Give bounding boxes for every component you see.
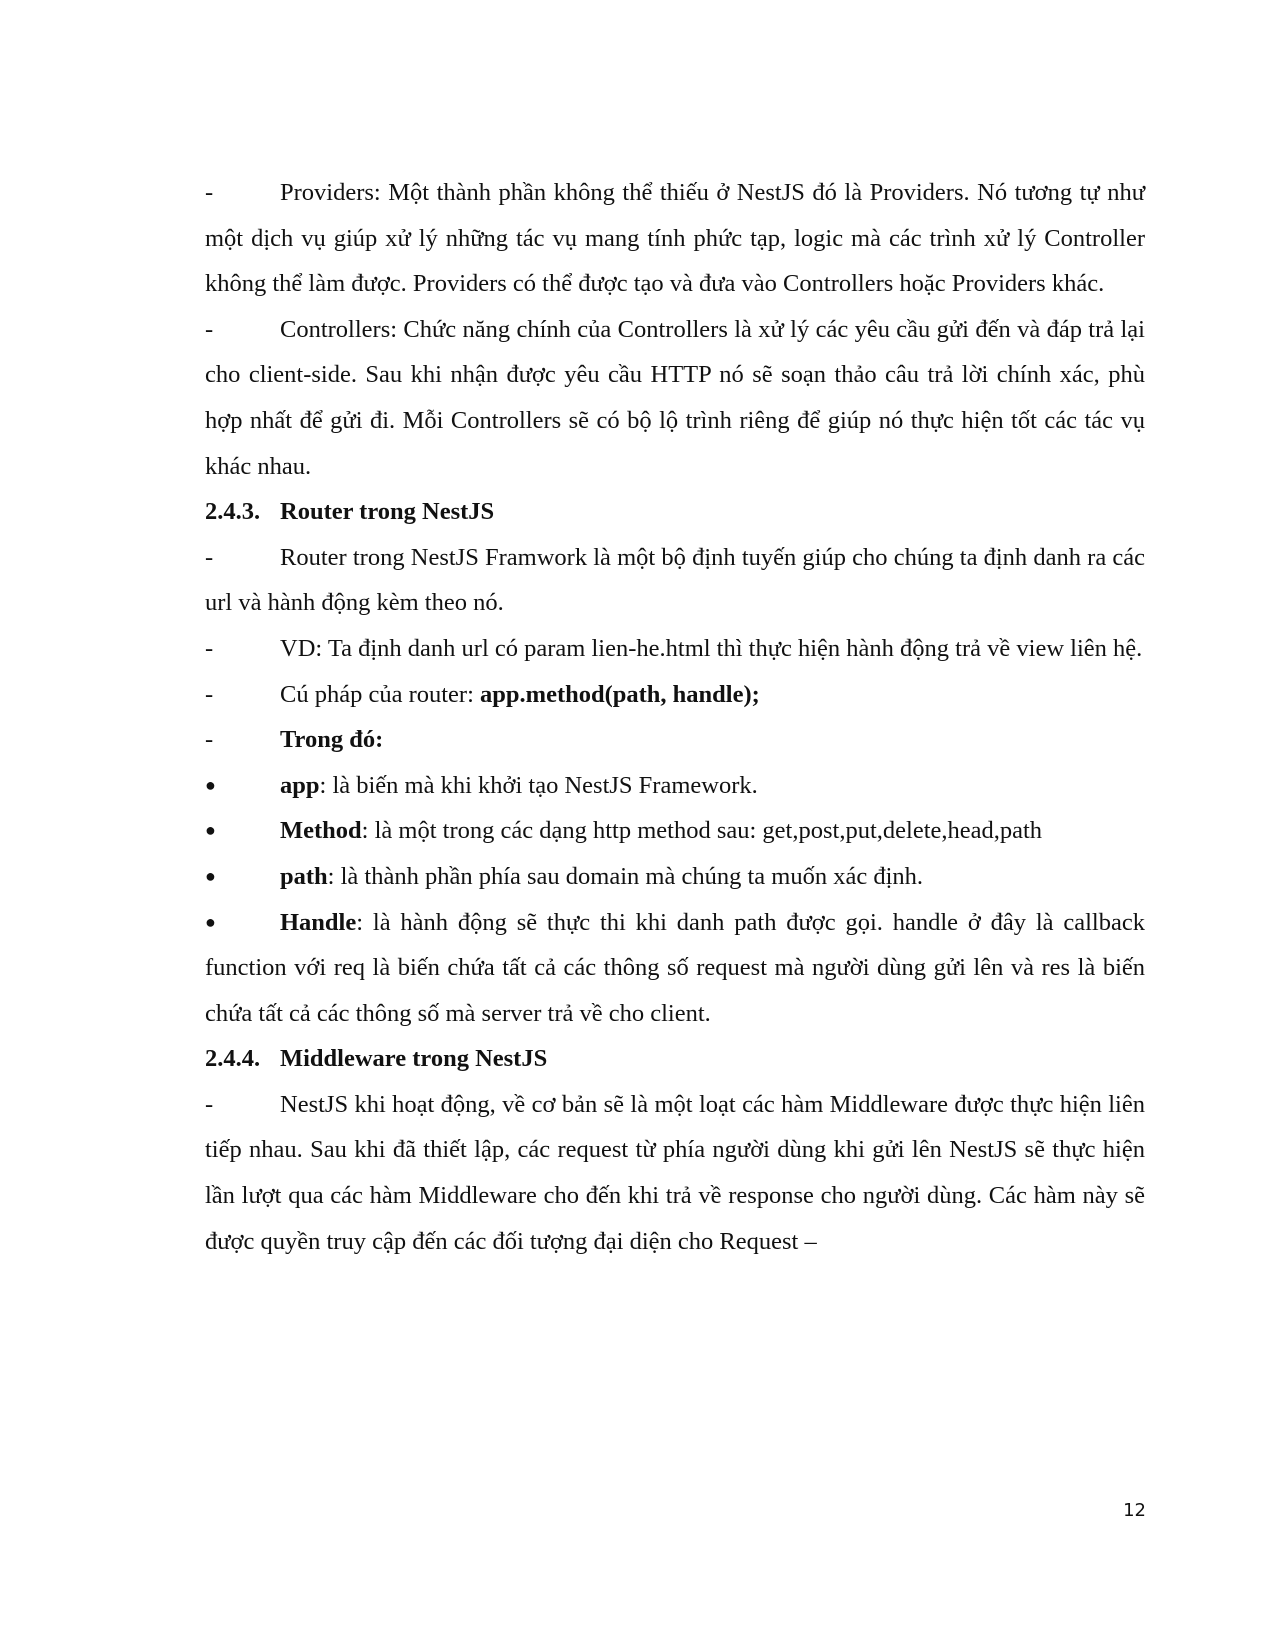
syntax-code: app.method(path, handle); xyxy=(480,680,760,708)
paragraph-text: VD: Ta định danh url có param lien-he.html thì thực hiện hành động trả về view liên hệ. xyxy=(280,634,1143,662)
dash-marker: - xyxy=(205,726,214,754)
bullet-icon: ● xyxy=(205,774,216,795)
dash-marker: - xyxy=(205,634,214,662)
syntax-label: Cú pháp của router: xyxy=(280,680,481,708)
dash-marker: - xyxy=(205,315,214,343)
bullet-term: Handle xyxy=(280,908,357,936)
bullet-text: : là biến mà khi khởi tạo NestJS Framework. xyxy=(319,771,758,799)
bullet-item-app xyxy=(205,763,1145,809)
bullet-item-path xyxy=(205,854,1145,900)
section-number: 2.4.3. xyxy=(205,498,261,526)
bullet-item-method xyxy=(205,808,1145,854)
dash-marker: - xyxy=(205,179,214,206)
dash-marker: - xyxy=(205,543,214,571)
dash-marker: - xyxy=(205,680,214,708)
page-content xyxy=(205,170,1145,1264)
section-number: 2.4.4. xyxy=(205,1045,261,1073)
bullet-text: : là thành phần phía sau domain mà chúng ta muốn xác định. xyxy=(327,862,924,890)
paragraph-router-desc xyxy=(205,535,1145,626)
paragraph-text: NestJS khi hoạt động, về cơ bản sẽ là một loạt các hàm Middleware được thực hiện liên tiếp nhau. Sau khi đã thiết lập, các request từ phía người dùng khi gửi lên NestJS sẽ thực hiện lần lượt qua các hàm Middleware cho đến khi trả về response cho người dùng. Các hàm này sẽ được quyền truy cập đến các đối tượng đại diện cho Request – xyxy=(205,1090,1145,1255)
section-title: Router trong NestJS xyxy=(280,498,495,526)
paragraph-controllers xyxy=(205,307,1145,489)
bullet-icon: ● xyxy=(205,911,216,932)
paragraph-syntax xyxy=(205,672,1145,718)
bullet-term: path xyxy=(280,862,328,890)
bullet-item-handle xyxy=(205,900,1145,1037)
section-heading-middleware xyxy=(205,1036,1145,1082)
section-title: Middleware trong NestJS xyxy=(280,1045,548,1073)
bullet-text: : là hành động sẽ thực thi khi danh path được gọi. handle ở đây là callback function với req là biến chứa tất cả các thông số request mà người dùng gửi lên và res là biến chứa tất cả các thông số mà server trả về cho client. xyxy=(205,908,1145,1027)
where-label: Trong đó: xyxy=(280,726,384,754)
paragraph-where xyxy=(205,717,1145,763)
bullet-term: app xyxy=(280,771,320,799)
paragraph-text: Router trong NestJS Framwork là một bộ định tuyến giúp cho chúng ta định danh ra các url và hành động kèm theo nó. xyxy=(205,543,1145,617)
bullet-icon: ● xyxy=(205,820,216,841)
section-heading-router xyxy=(205,489,1145,535)
paragraph-providers xyxy=(205,170,1145,307)
bullet-text: : là một trong các dạng http method sau: get,post,put,delete,head,path xyxy=(361,817,1043,845)
dash-marker: - xyxy=(205,1090,214,1118)
paragraph-middleware-intro xyxy=(205,1082,1145,1264)
bullet-icon: ● xyxy=(205,865,216,886)
paragraph-example xyxy=(205,626,1145,672)
paragraph-text: Providers: Một thành phần không thể thiếu ở NestJS đó là Providers. Nó tương tự như một dịch vụ giúp xử lý những tác vụ mang tính phức tạp, logic mà các trình xử lý Controller không thể làm được. Providers có thể được tạo và đưa vào Controllers hoặc Providers khác. xyxy=(205,179,1145,298)
bullet-term: Method xyxy=(280,817,362,845)
paragraph-text: Controllers: Chức năng chính của Controllers là xử lý các yêu cầu gửi đến và đáp trả lại cho client-side. Sau khi nhận được yêu cầu HTTP nó sẽ soạn thảo câu trả lời chính xác, phù hợp nhất để gửi đi. Mỗi Controllers sẽ có bộ lộ trình riêng để giúp nó thực hiện tốt các tác vụ khác nhau. xyxy=(205,315,1145,480)
page-number: 12 xyxy=(1123,1500,1146,1521)
